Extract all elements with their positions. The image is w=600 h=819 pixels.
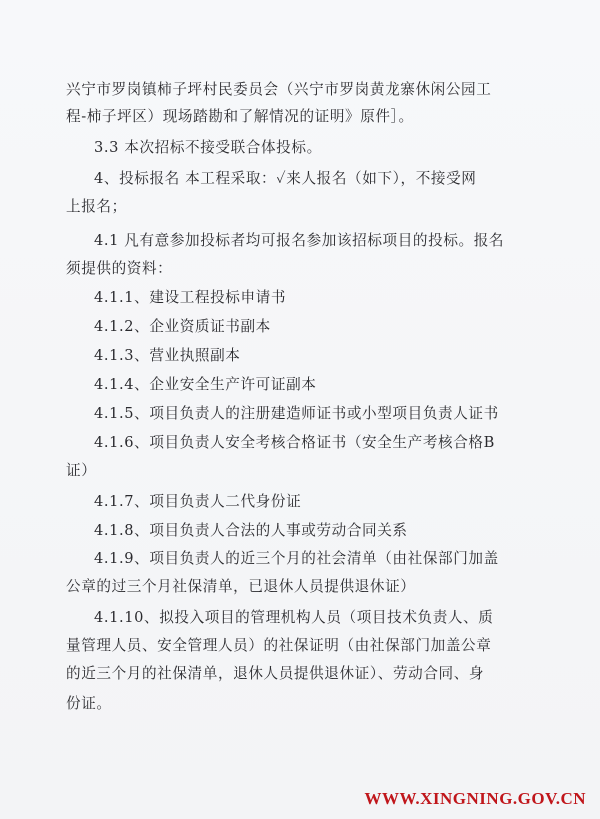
- clause-4-1: 4.1 凡有意参加投标者均可报名参加该招标项目的投标。报名: [94, 232, 505, 249]
- list-item: 4.1.4、企业安全生产许可证副本: [94, 376, 317, 393]
- text-line: 公章的过三个月社保清单，已退休人员提供退休证）: [66, 578, 416, 595]
- list-item: 4.1.7、项目负责人二代身份证: [94, 493, 302, 510]
- list-item: 4.1.6、项目负责人安全考核合格证书（安全生产考核合格B: [94, 434, 495, 451]
- text-line: 量管理人员、安全管理人员）的社保证明（由社保部门加盖公章: [66, 637, 492, 654]
- list-item: 4.1.3、营业执照副本: [94, 347, 241, 364]
- text-line: 的近三个月的社保清单，退休人员提供退休证）、劳动合同、身: [66, 665, 485, 682]
- text-line: 兴宁市罗岗镇柿子坪村民委员会（兴宁市罗岗黄龙寨休闲公园工: [66, 81, 492, 98]
- list-item: 4.1.1、建设工程投标申请书: [94, 289, 287, 306]
- text-line: 证）: [66, 462, 97, 479]
- list-item: 4.1.8、项目负责人合法的人事或劳动合同关系: [94, 522, 408, 539]
- text-line: 须提供的资料：: [66, 260, 173, 277]
- text-line: 份证。: [66, 695, 112, 712]
- list-item: 4.1.2、企业资质证书副本: [94, 318, 271, 335]
- site-watermark: WWW.XINGNING.GOV.CN: [364, 789, 586, 808]
- list-item: 4.1.9、项目负责人的近三个月的社会清单（由社保部门加盖: [94, 550, 499, 567]
- text-line: 程-柿子坪区）现场踏勘和了解情况的证明》原件］。: [66, 108, 414, 125]
- text-line: 上报名；: [66, 198, 127, 215]
- list-item: 4.1.5、项目负责人的注册建造师证书或小型项目负责人证书: [94, 405, 499, 422]
- clause-4-heading: 4、投标报名 本工程采取：✓来人报名（如下），不接受网: [94, 170, 477, 187]
- list-item: 4.1.10、拟投入项目的管理机构人员（项目技术负责人、质: [94, 609, 494, 626]
- clause-3-3: 3.3 本次招标不接受联合体投标。: [94, 139, 322, 156]
